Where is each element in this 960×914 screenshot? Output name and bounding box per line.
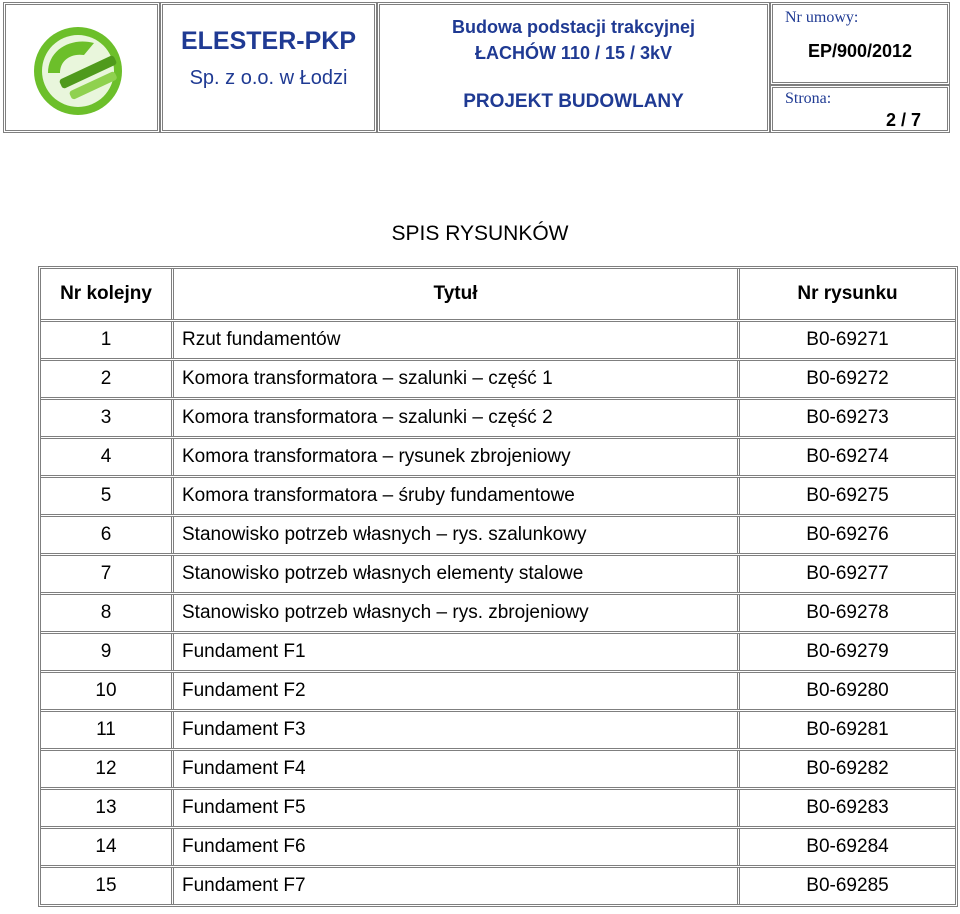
page-number-cell [770, 85, 950, 133]
row-number: 1 [41, 322, 174, 358]
row-drawing-number: B0-69272 [806, 368, 889, 389]
table-row [41, 592, 955, 631]
row-number: 13 [41, 790, 174, 826]
table-row [41, 436, 955, 475]
table-row [41, 787, 955, 826]
row-title: Fundament F7 [174, 868, 740, 904]
contract-value: EP/900/2012 [807, 41, 913, 61]
row-drawing-number: B0-69285 [806, 875, 889, 896]
row-number: 6 [41, 517, 174, 553]
table-row [41, 475, 955, 514]
row-drawing-number: B0-69277 [806, 563, 889, 584]
row-title: Stanowisko potrzeb własnych – rys. szalunkowy [174, 517, 740, 553]
company-location: Sp. z o.o. w Łodzi [189, 67, 348, 89]
row-number: 15 [41, 868, 174, 904]
table-row [41, 865, 955, 904]
table-row [41, 709, 955, 748]
row-number: 12 [41, 751, 174, 787]
row-drawing-number: B0-69271 [806, 329, 889, 350]
row-title: Komora transformatora – szalunki – część 1 [174, 361, 740, 397]
row-drawing-number: B0-69275 [806, 485, 889, 506]
row-number: 5 [41, 478, 174, 514]
row-drawing-number: B0-69274 [806, 446, 889, 467]
row-title: Komora transformatora – szalunki – część 2 [174, 400, 740, 436]
company-logo-icon [28, 19, 134, 119]
row-title: Stanowisko potrzeb własnych elementy stalowe [174, 556, 740, 592]
row-title: Fundament F2 [174, 673, 740, 709]
row-drawing-number: B0-69282 [806, 758, 889, 779]
company-cell [160, 2, 377, 133]
page-label: Strona: [785, 90, 832, 107]
row-number: 11 [41, 712, 174, 748]
contract-label: Nr umowy: [785, 9, 859, 26]
table-header-row [41, 269, 955, 319]
table-row [41, 514, 955, 553]
row-drawing-number: B0-69276 [806, 524, 889, 545]
row-title: Fundament F6 [174, 829, 740, 865]
row-title: Fundament F4 [174, 751, 740, 787]
row-drawing-number: B0-69280 [806, 680, 889, 701]
row-title: Rzut fundamentów [174, 322, 740, 358]
row-drawing-number: B0-69279 [806, 641, 889, 662]
page-value: 2 / 7 [885, 110, 921, 130]
row-drawing-number: B0-69284 [806, 836, 889, 857]
contract-number-cell [770, 2, 950, 85]
table-row [41, 553, 955, 592]
project-subtitle: ŁACHÓW 110 / 15 / 3kV [474, 43, 673, 63]
row-number: 10 [41, 673, 174, 709]
row-number: 2 [41, 361, 174, 397]
company-name: ELESTER-PKP [180, 27, 357, 55]
row-number: 8 [41, 595, 174, 631]
project-cell [377, 2, 770, 133]
project-title: Budowa podstacji trakcyjnej [451, 17, 696, 37]
table-body [41, 319, 955, 904]
row-title: Fundament F3 [174, 712, 740, 748]
row-drawing-number: B0-69278 [806, 602, 889, 623]
table-row [41, 631, 955, 670]
row-title: Fundament F5 [174, 790, 740, 826]
logo-cell [3, 2, 160, 133]
table-row [41, 358, 955, 397]
table-row [41, 748, 955, 787]
row-title: Komora transformatora – śruby fundamentowe [174, 478, 740, 514]
header-title: Tytuł [174, 269, 740, 319]
table-row [41, 670, 955, 709]
row-number: 14 [41, 829, 174, 865]
header-number: Nr kolejny [41, 269, 174, 319]
table-row [41, 826, 955, 865]
row-drawing-number: B0-69273 [806, 407, 889, 428]
row-number: 7 [41, 556, 174, 592]
row-title: Komora transformatora – rysunek zbrojeniowy [174, 439, 740, 475]
row-number: 4 [41, 439, 174, 475]
header-drawing-number: Nr rysunku [797, 283, 898, 304]
table-row [41, 319, 955, 358]
row-number: 9 [41, 634, 174, 670]
row-drawing-number: B0-69283 [806, 797, 889, 818]
table-row [41, 397, 955, 436]
row-drawing-number: B0-69281 [806, 719, 889, 740]
document-header [3, 2, 950, 133]
row-title: Stanowisko potrzeb własnych – rys. zbrojeniowy [174, 595, 740, 631]
document-title: SPIS RYSUNKÓW [391, 222, 569, 245]
row-title: Fundament F1 [174, 634, 740, 670]
project-type: PROJEKT BUDOWLANY [463, 91, 684, 112]
row-number: 3 [41, 400, 174, 436]
drawings-table [38, 266, 958, 907]
